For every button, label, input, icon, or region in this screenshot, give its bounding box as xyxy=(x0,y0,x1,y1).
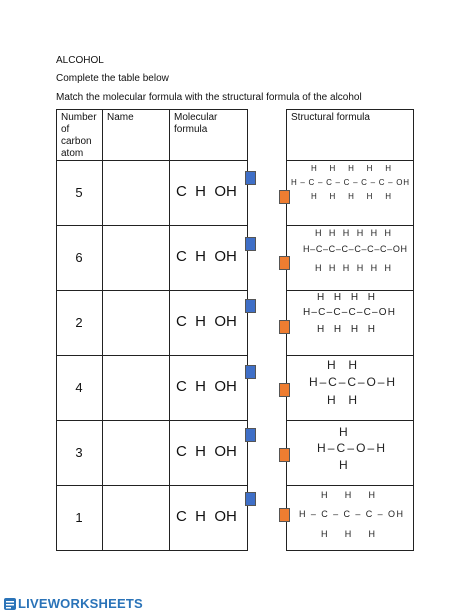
structural-top-h: H H xyxy=(327,358,357,372)
liveworksheets-logo-icon xyxy=(3,597,17,611)
instruction-match: Match the molecular formula with the structural formula of the alcohol xyxy=(56,92,362,103)
match-handle-left[interactable] xyxy=(245,171,256,185)
match-handle-left[interactable] xyxy=(245,365,256,379)
structural-chain: H–C–C–C–C–OH xyxy=(303,307,395,318)
structural-top-h: H H H H xyxy=(317,292,375,303)
structural-formula-pentanol xyxy=(287,161,413,224)
carbon-count: 3 xyxy=(75,445,83,460)
structural-formula-butanol xyxy=(287,291,413,354)
worksheet-title: ALCOHOL xyxy=(56,55,104,66)
header-name: Name xyxy=(107,112,134,123)
header-carbon-line3: carbon xyxy=(61,136,92,147)
structural-top-h: H H H H H H xyxy=(315,228,391,238)
carbon-count: 4 xyxy=(75,380,83,395)
structural-bottom-h: H H xyxy=(327,393,357,407)
header-structural: Structural formula xyxy=(291,112,370,123)
structural-formula-ethanol xyxy=(287,356,413,419)
structural-bottom-h: H H H H H xyxy=(311,192,391,201)
structural-chain: H–C–C–C–C–C–C–OH xyxy=(303,244,407,254)
header-molecular xyxy=(174,112,217,136)
footer xyxy=(0,596,474,613)
carbon-count: 5 xyxy=(75,185,83,200)
structural-bottom-h: H H H H H H xyxy=(315,263,391,273)
structural-chain: H–C–C–O–H xyxy=(309,375,395,389)
header-carbon-line1: Number xyxy=(61,112,97,123)
header-carbon xyxy=(61,112,97,160)
structural-top-h: H xyxy=(339,425,348,439)
structural-formula-hexanol xyxy=(287,226,413,289)
match-handle-left[interactable] xyxy=(245,492,256,506)
molecular-formula: C H OH xyxy=(176,183,237,200)
molecular-formula: C H OH xyxy=(176,508,237,525)
carbon-count: 6 xyxy=(75,250,83,265)
header-molecular-line1: Molecular xyxy=(174,112,218,123)
structural-top-h: H H H H H xyxy=(311,164,391,173)
structural-top-h: H H H xyxy=(321,490,375,500)
structural-chain: H–C–O–H xyxy=(317,441,385,455)
structural-chain: H – C – C – C – OH xyxy=(299,509,403,519)
header-carbon-line4: atom xyxy=(61,148,84,159)
header-carbon-line2: of xyxy=(61,124,70,135)
match-handle-left[interactable] xyxy=(245,237,256,251)
brand-name[interactable]: LIVEWORKSHEETS xyxy=(18,596,143,611)
match-handle-left[interactable] xyxy=(245,299,256,313)
molecular-formula: C H OH xyxy=(176,313,237,330)
structural-chain: H – C – C – C – C – C – OH xyxy=(291,178,409,187)
structural-bottom-h: H H H H xyxy=(317,324,375,335)
carbon-count: 2 xyxy=(75,315,83,330)
header-molecular-line2: formula xyxy=(174,124,208,135)
molecular-formula: C H OH xyxy=(176,443,237,460)
molecular-formula: C H OH xyxy=(176,378,237,395)
molecular-formula: C H OH xyxy=(176,248,237,265)
structural-bottom-h: H H H xyxy=(321,529,375,539)
structural-formula-methanol xyxy=(287,421,413,484)
carbon-count: 1 xyxy=(75,510,83,525)
match-handle-left[interactable] xyxy=(245,428,256,442)
structural-formula-propanol xyxy=(287,486,413,549)
structural-bottom-h: H xyxy=(339,458,348,472)
instruction-complete-table: Complete the table below xyxy=(56,73,169,84)
